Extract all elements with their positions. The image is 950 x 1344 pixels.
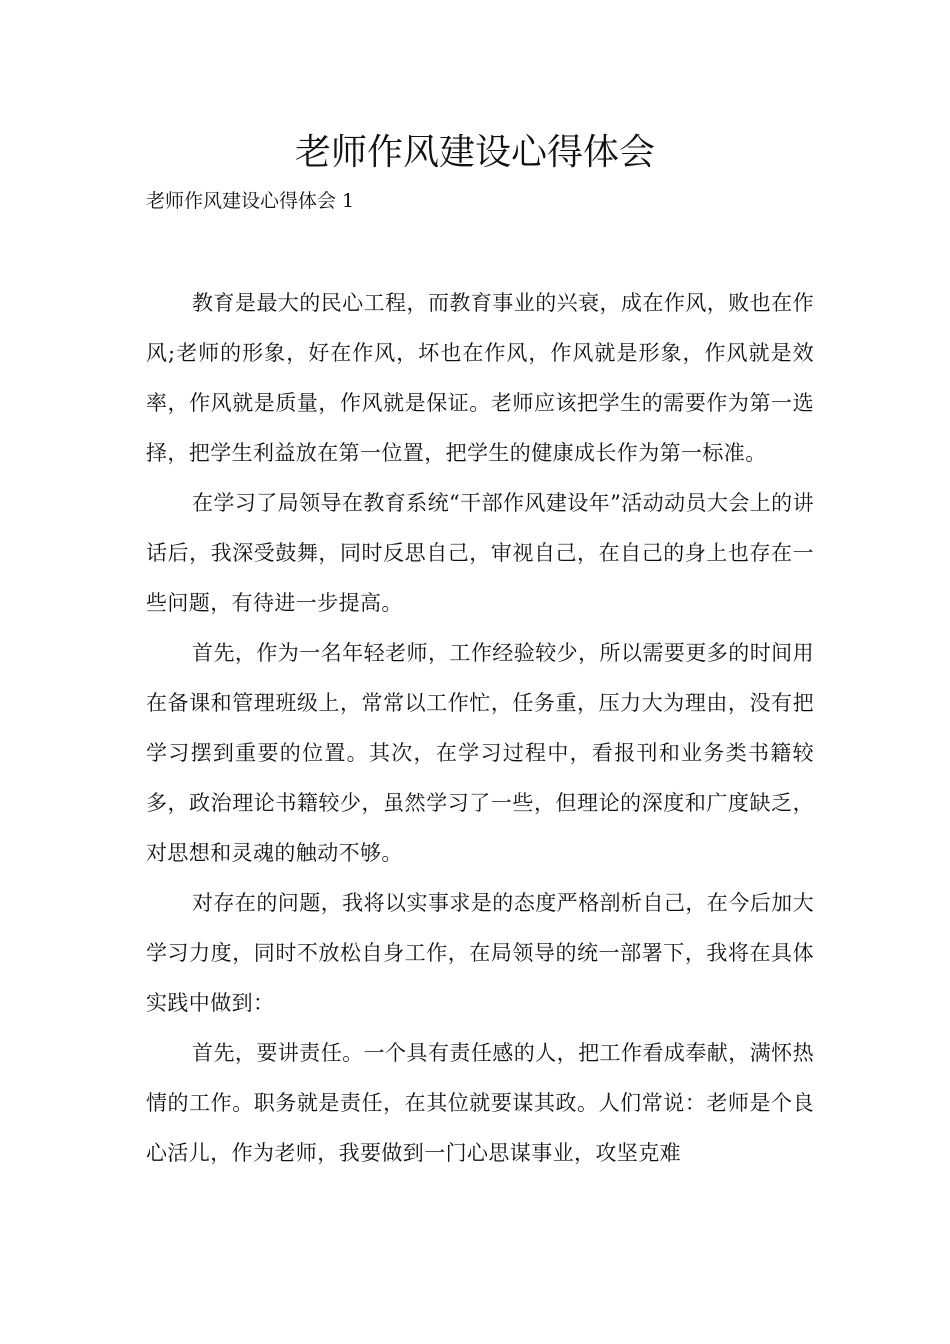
document-subtitle: 老师作风建设心得体会 1 bbox=[146, 190, 355, 212]
document-body bbox=[146, 278, 814, 1178]
paragraph-4: 对存在的问题，我将以实事求是的态度严格剖析自己，在今后加大学习力度，同时不放松自身工作，在局领导的统一部署下，我将在具体实践中做到： bbox=[146, 891, 814, 1015]
paragraph-2: 在学习了局领导在教育系统“干部作风建设年”活动动员大会上的讲话后，我深受鼓舞，同时反思自己，审视自己，在自己的身上也存在一些问题，有待进一步提高。 bbox=[146, 491, 814, 615]
paragraph-3: 首先，作为一名年轻老师，工作经验较少，所以需要更多的时间用在备课和管理班级上，常常以工作忙，任务重，压力大为理由，没有把学习摆到重要的位置。其次，在学习过程中，看报刊和业务类书籍较多，政治理论书籍较少，虽然学习了一些，但理论的深度和广度缺乏，对思想和灵魂的触动不够。 bbox=[146, 641, 814, 865]
paragraph-5: 首先，要讲责任。一个具有责任感的人，把工作看成奉献，满怀热情的工作。职务就是责任，在其位就要谋其政。人们常说：老师是个良心活儿，作为老师，我要做到一门心思谋事业，攻坚克难 bbox=[146, 1041, 814, 1165]
document-title: 老师作风建设心得体会 bbox=[294, 132, 655, 173]
paragraph-1: 教育是最大的民心工程，而教育事业的兴衰，成在作风，败也在作风;老师的形象，好在作风，坏也在作风，作风就是形象，作风就是效率，作风就是质量，作风就是保证。老师应该把学生的需要作为第一选择，把学生利益放在第一位置，把学生的健康成长作为第一标准。 bbox=[146, 291, 814, 465]
